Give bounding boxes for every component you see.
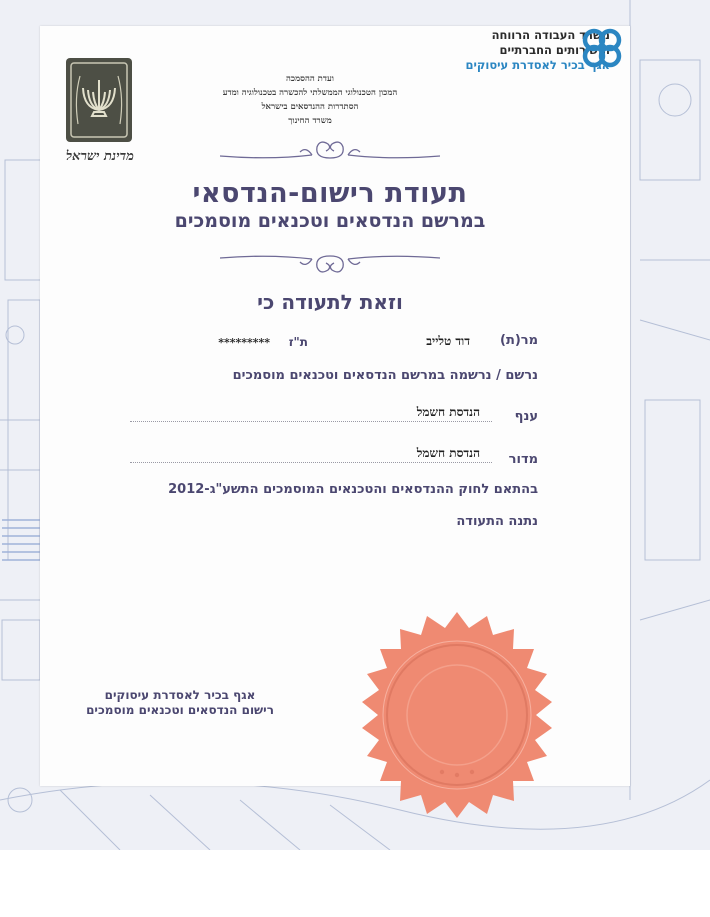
id-value: ********* <box>218 336 270 349</box>
ministry-department: אגף בכיר לאסדרת עיסוקים <box>465 58 610 72</box>
law-statement: בהתאם לחוק ההנדסאים והטכנאים המוסמכים התשע"ג-2012 <box>168 482 538 497</box>
footer-line1: אגף בכיר לאסדרת עיסוקים <box>104 688 256 702</box>
embossed-seal-icon <box>354 612 560 818</box>
committee-line1: ועדת ההסמכה <box>286 74 334 84</box>
footer-signature <box>70 688 290 718</box>
ministry-name-line2: והשירותים החברתיים <box>499 43 610 57</box>
track-value: הנדסת חשמל <box>416 446 480 460</box>
state-name: מדינת ישראל <box>66 149 134 164</box>
branch-underline <box>130 421 492 422</box>
committee-line4: משרד החינוך <box>288 116 332 126</box>
mr-label: מר(ת) <box>500 333 538 348</box>
footer-line2: רישום הנדסאים וטכנאים מוסמכים <box>86 703 274 717</box>
state-emblem-icon <box>66 58 132 142</box>
registered-statement: נרשם / נרשמה במרשם הנדסאים וטכנאים מוסמכים <box>232 368 538 383</box>
flourish-top-icon <box>220 138 440 164</box>
certifies-heading: וזאת לתעודה כי <box>257 290 403 314</box>
committee-header <box>190 72 430 128</box>
track-underline <box>130 462 492 463</box>
ministry-name-line1: משרד העבודה הרווחה <box>491 28 610 42</box>
committee-line2: המכון הטכנולוגי הממשלתי להכשרה בטכנולוגיה ומדע <box>222 88 398 98</box>
id-label: ת"ז <box>288 335 308 349</box>
committee-line3: הסתדרות ההנדסאים בישראל <box>261 102 359 112</box>
issued-statement: נתנה התעודה <box>456 514 538 529</box>
branch-label: ענף <box>514 409 538 424</box>
ministry-header <box>390 28 610 73</box>
holder-name: דוד טלייב <box>426 334 470 348</box>
certificate-title: תעודת רישום-הנדסאי <box>192 178 468 209</box>
flourish-bottom-icon <box>220 250 440 276</box>
track-label: מדור <box>508 452 538 467</box>
certificate-subtitle: במרשם הנדסאים וטכנאים מוסמכים <box>174 210 486 232</box>
branch-value: הנדסת חשמל <box>416 405 480 419</box>
ministry-logo-icon <box>579 25 625 71</box>
